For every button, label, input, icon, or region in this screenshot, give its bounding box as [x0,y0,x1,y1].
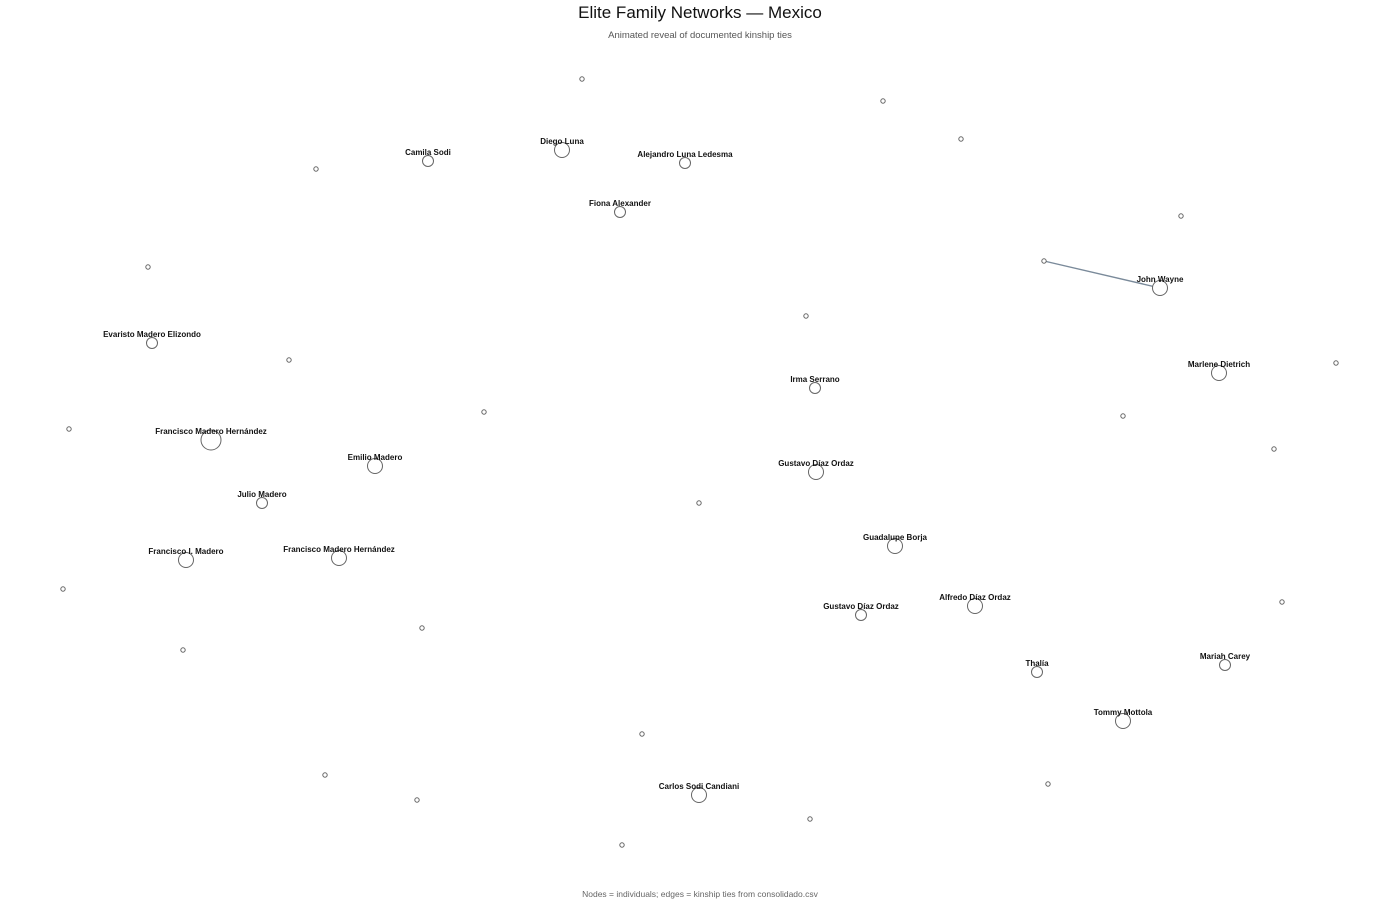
node-u04[interactable] [314,167,318,171]
node-circle[interactable] [1046,782,1050,786]
node-label: Julio Madero [237,490,287,499]
node-circle[interactable] [287,358,291,362]
node-u21[interactable] [323,773,327,777]
node-circle[interactable] [147,338,158,349]
node-u05[interactable] [1179,214,1183,218]
node-francisco-madero-hernandez-2[interactable] [283,545,395,566]
node-label: Evaristo Madero Elizondo [103,330,201,339]
node-diego-luna[interactable] [540,137,584,158]
node-u20[interactable] [640,732,644,736]
node-u25[interactable] [620,843,624,847]
node-u09[interactable] [1334,361,1338,365]
node-camila-sodi[interactable] [405,148,451,167]
node-label: Thalía [1025,659,1049,668]
node-emilio-madero[interactable] [348,453,403,474]
node-circle[interactable] [1032,667,1043,678]
node-u22[interactable] [1046,782,1050,786]
chart-subtitle: Animated reveal of documented kinship ties [608,30,792,41]
node-circle[interactable] [1042,259,1046,263]
node-circle[interactable] [808,817,812,821]
node-circle[interactable] [620,843,624,847]
node-circle[interactable] [1220,660,1231,671]
node-circle[interactable] [580,77,584,81]
node-circle[interactable] [640,732,644,736]
node-label: Gustavo Díaz Ordaz [823,602,899,611]
node-label: Fiona Alexander [589,199,651,208]
node-u16[interactable] [61,587,65,591]
node-label: Diego Luna [540,137,584,146]
node-julio-madero[interactable] [237,490,286,509]
node-francisco-madero-hernandez-1[interactable] [155,427,267,450]
node-marlene-dietrich[interactable] [1188,360,1250,381]
node-label: Gustavo Díaz Ordaz [778,459,854,468]
node-label: Carlos Sodi Candiani [658,782,740,791]
node-u06[interactable] [146,265,150,269]
node-u03[interactable] [959,137,963,141]
node-circle[interactable] [1280,600,1284,604]
node-circle[interactable] [323,773,327,777]
nodes-layer [61,77,1338,847]
node-circle[interactable] [1121,414,1125,418]
node-alfredo-diaz-ordaz[interactable] [939,593,1011,614]
node-u01[interactable] [580,77,584,81]
chart-footer: Nodes = individuals; edges = kinship ties from consolidado.csv [582,889,818,899]
node-thalia[interactable] [1025,659,1049,678]
node-label: Mariah Carey [1199,652,1251,661]
node-circle[interactable] [423,156,434,167]
node-evaristo-madero-elizondo[interactable] [103,330,201,349]
node-label: Tommy Mottola [1093,708,1153,717]
node-u24[interactable] [808,817,812,821]
node-irma-serrano[interactable] [790,375,839,394]
node-circle[interactable] [67,427,71,431]
node-label: Francisco Madero Hernández [283,545,395,554]
node-circle[interactable] [680,158,691,169]
node-u08[interactable] [287,358,291,362]
node-circle[interactable] [415,798,419,802]
node-circle[interactable] [257,498,268,509]
node-circle[interactable] [420,626,424,630]
node-u12[interactable] [482,410,486,414]
node-tommy-mottola[interactable] [1094,708,1153,729]
node-francisco-i-madero[interactable] [148,547,223,568]
node-circle[interactable] [181,648,185,652]
node-circle[interactable] [482,410,486,414]
node-u19[interactable] [181,648,185,652]
node-label: Camila Sodi [405,148,451,157]
chart-title: Elite Family Networks — Mexico [578,3,822,22]
node-label: Alfredo Díaz Ordaz [939,593,1011,602]
node-circle[interactable] [61,587,65,591]
node-label: John Wayne [1136,275,1184,284]
node-circle[interactable] [314,167,318,171]
node-circle[interactable] [856,610,867,621]
node-u18[interactable] [420,626,424,630]
node-u07[interactable] [804,314,808,318]
node-circle[interactable] [881,99,885,103]
node-circle[interactable] [697,501,701,505]
node-mariah-carey[interactable] [1200,652,1251,671]
node-circle[interactable] [1179,214,1183,218]
node-gustavo-diaz-ordaz-2[interactable] [823,602,899,621]
node-circle[interactable] [1272,447,1276,451]
node-u15[interactable] [697,501,701,505]
node-circle[interactable] [1334,361,1338,365]
node-u14[interactable] [1272,447,1276,451]
node-guadalupe-borja[interactable] [863,533,928,554]
node-u11[interactable] [1121,414,1125,418]
node-circle[interactable] [804,314,808,318]
node-circle[interactable] [810,383,821,394]
node-gustavo-diaz-ordaz-1[interactable] [778,459,854,480]
node-label: Emilio Madero [347,453,403,462]
node-label: Irma Serrano [790,375,840,384]
node-u10[interactable] [1042,259,1046,263]
node-u23[interactable] [415,798,419,802]
node-label: Alejandro Luna Ledesma [637,150,733,159]
node-circle[interactable] [146,265,150,269]
node-alejandro-luna-ledesma[interactable] [637,150,733,169]
node-label: Francisco Madero Hernández [155,427,267,436]
node-u13[interactable] [67,427,71,431]
node-label: Guadalupe Borja [862,533,928,542]
node-u02[interactable] [881,99,885,103]
node-label: Francisco I. Madero [148,547,224,556]
node-label: Marlene Dietrich [1187,360,1251,369]
node-john-wayne[interactable] [1137,275,1184,296]
node-circle[interactable] [615,207,626,218]
node-fiona-alexander[interactable] [589,199,651,218]
node-u17[interactable] [1280,600,1284,604]
node-circle[interactable] [959,137,963,141]
node-carlos-sodi-candiani[interactable] [659,782,739,803]
